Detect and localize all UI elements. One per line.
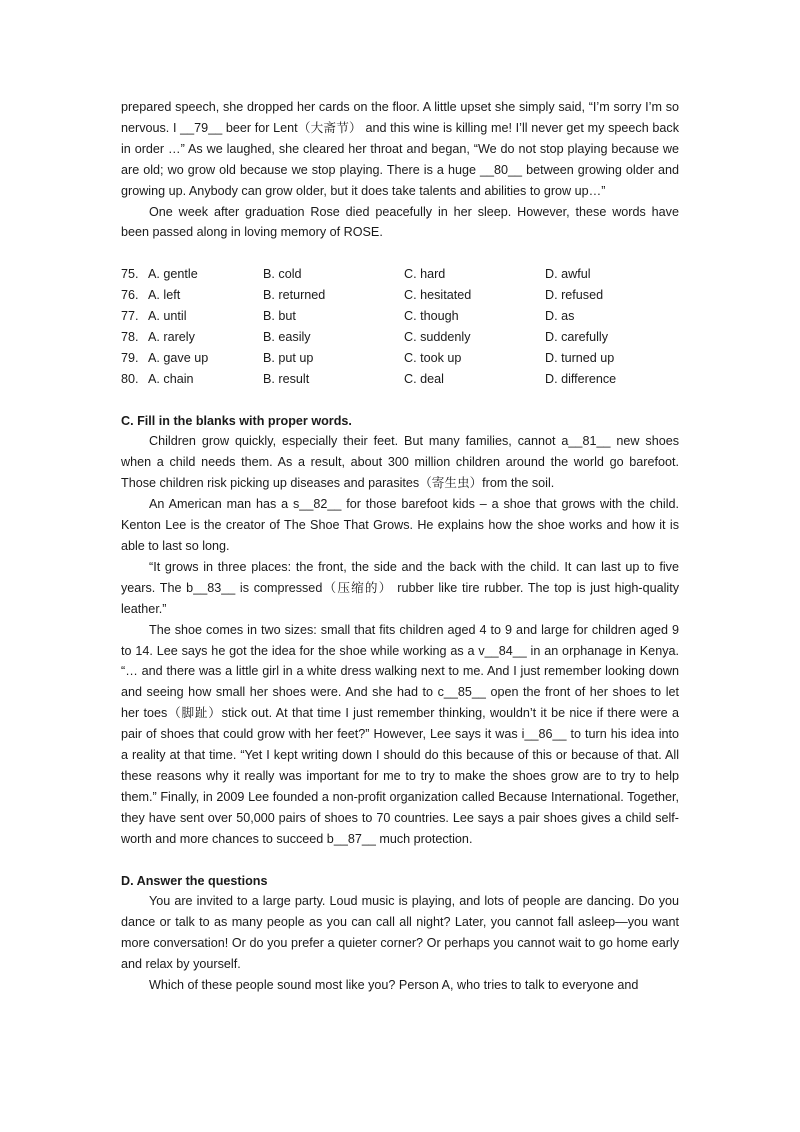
section-c-paragraph: The shoe comes in two sizes: small that fits children aged 4 to 9 and large for children aged 9 to 14. Lee says he got the idea for the shoe while working as a v__84__ in an orphanage in Kenya. “… and there was a little girl in a white dress walking next to me. And I just remember looking down and seeing how small her shoes were. And she had to c__85__ open the front of her shoes to let her toes（脚趾）stick out. At that time I just remember thinking, wouldn’t it be nice if there were a pair of shoes that could grow with her feet?” However, Lee says it was i__86__ to turn his idea into a reality at that time. “Yet I kept writing down I should do this because of this or because of that. All these reasons why it really was important for me to try to make the shoes grow are to try to help them.” Finally, in 2009 Lee founded a non-profit organization called Because International. Together, they have sent over 50,000 pairs of shoes to 70 countries. Lee says a pair shoes gives a child self-worth and more chances to succeed b__87__ much protection. bbox=[121, 622, 679, 846]
document-page bbox=[121, 97, 679, 996]
option-row bbox=[121, 327, 679, 348]
option-a: A. until bbox=[148, 309, 187, 324]
option-c: C. hesitated bbox=[404, 288, 472, 303]
section-c-paragraph: An American man has a s__82__ for those barefoot kids – a shoe that grows with the child. Kenton Lee is the creator of The Shoe That Grows. He explains how the shoe works and how it is able to last so long. bbox=[121, 497, 679, 554]
option-c: C. deal bbox=[404, 371, 444, 386]
option-c: C. hard bbox=[404, 267, 446, 282]
section-d-paragraph: Which of these people sound most like you? Person A, who tries to talk to everyone and bbox=[149, 978, 639, 993]
question-number: 80. bbox=[121, 371, 139, 386]
option-b: B. returned bbox=[263, 288, 326, 303]
option-a: A. left bbox=[148, 288, 181, 303]
option-d: D. carefully bbox=[545, 330, 608, 345]
option-b: B. result bbox=[263, 371, 310, 386]
option-b: B. but bbox=[263, 309, 296, 324]
option-c: C. suddenly bbox=[404, 330, 471, 345]
section-c-heading: C. Fill in the blanks with proper words. bbox=[121, 413, 352, 428]
option-b: B. put up bbox=[263, 350, 314, 365]
section-c-paragraph: “It grows in three places: the front, the side and the back with the child. It can last up to five years. The b__83__ is compressed（压缩的） rubber like tire rubber. The top is just high-quality leather.” bbox=[121, 559, 679, 616]
question-number: 76. bbox=[121, 288, 139, 303]
option-d: D. difference bbox=[545, 371, 617, 386]
passage-paragraph: One week after graduation Rose died peacefully in her sleep. However, these words have been passed along in loving memory of ROSE. bbox=[121, 204, 679, 240]
question-number: 79. bbox=[121, 350, 139, 365]
option-c: C. took up bbox=[404, 350, 462, 365]
option-row bbox=[121, 348, 679, 369]
section-c-paragraph: Children grow quickly, especially their feet. But many families, cannot a__81__ new shoes when a child needs them. As a result, about 300 million children around the world go barefoot. Those children risk picking up diseases and parasites（寄生虫）from the soil. bbox=[121, 434, 679, 491]
option-b: B. cold bbox=[263, 267, 302, 282]
question-number: 77. bbox=[121, 309, 139, 324]
option-d: D. refused bbox=[545, 288, 604, 303]
option-row bbox=[121, 306, 679, 327]
options-list bbox=[121, 264, 679, 389]
option-a: A. gentle bbox=[148, 267, 198, 282]
section-d-heading: D. Answer the questions bbox=[121, 873, 268, 888]
passage-paragraph: prepared speech, she dropped her cards on the floor. A little upset she simply said, “I’m sorry I’m so nervous. I __79__ beer for Lent（大斋节） and this wine is killing me! I’ll never get my speech back in order …” As we laughed, she cleared her throat and began, “We do not stop playing because we are old; wo grow old because we stop playing. There is a huge __80__ between growing older and growing up. Anybody can grow older, but it does take talents and abilities to grow up…” bbox=[121, 100, 679, 198]
option-a: A. chain bbox=[148, 371, 194, 386]
option-a: A. rarely bbox=[148, 330, 195, 345]
option-d: D. awful bbox=[545, 267, 591, 282]
question-number: 75. bbox=[121, 267, 139, 282]
option-c: C. though bbox=[404, 309, 459, 324]
option-b: B. easily bbox=[263, 330, 311, 345]
option-row bbox=[121, 369, 679, 390]
section-d-paragraph: You are invited to a large party. Loud music is playing, and lots of people are dancing. Do you dance or talk to as many people as you can call all night? Later, you cannot fall asleep—you want more conversation! Or do you prefer a quieter corner? Or perhaps you cannot wait to go home early and relax by yourself. bbox=[121, 894, 679, 972]
question-number: 78. bbox=[121, 330, 139, 345]
option-d: D. turned up bbox=[545, 350, 615, 365]
option-d: D. as bbox=[545, 309, 575, 324]
option-row bbox=[121, 285, 679, 306]
option-a: A. gave up bbox=[148, 350, 209, 365]
option-row bbox=[121, 264, 679, 285]
